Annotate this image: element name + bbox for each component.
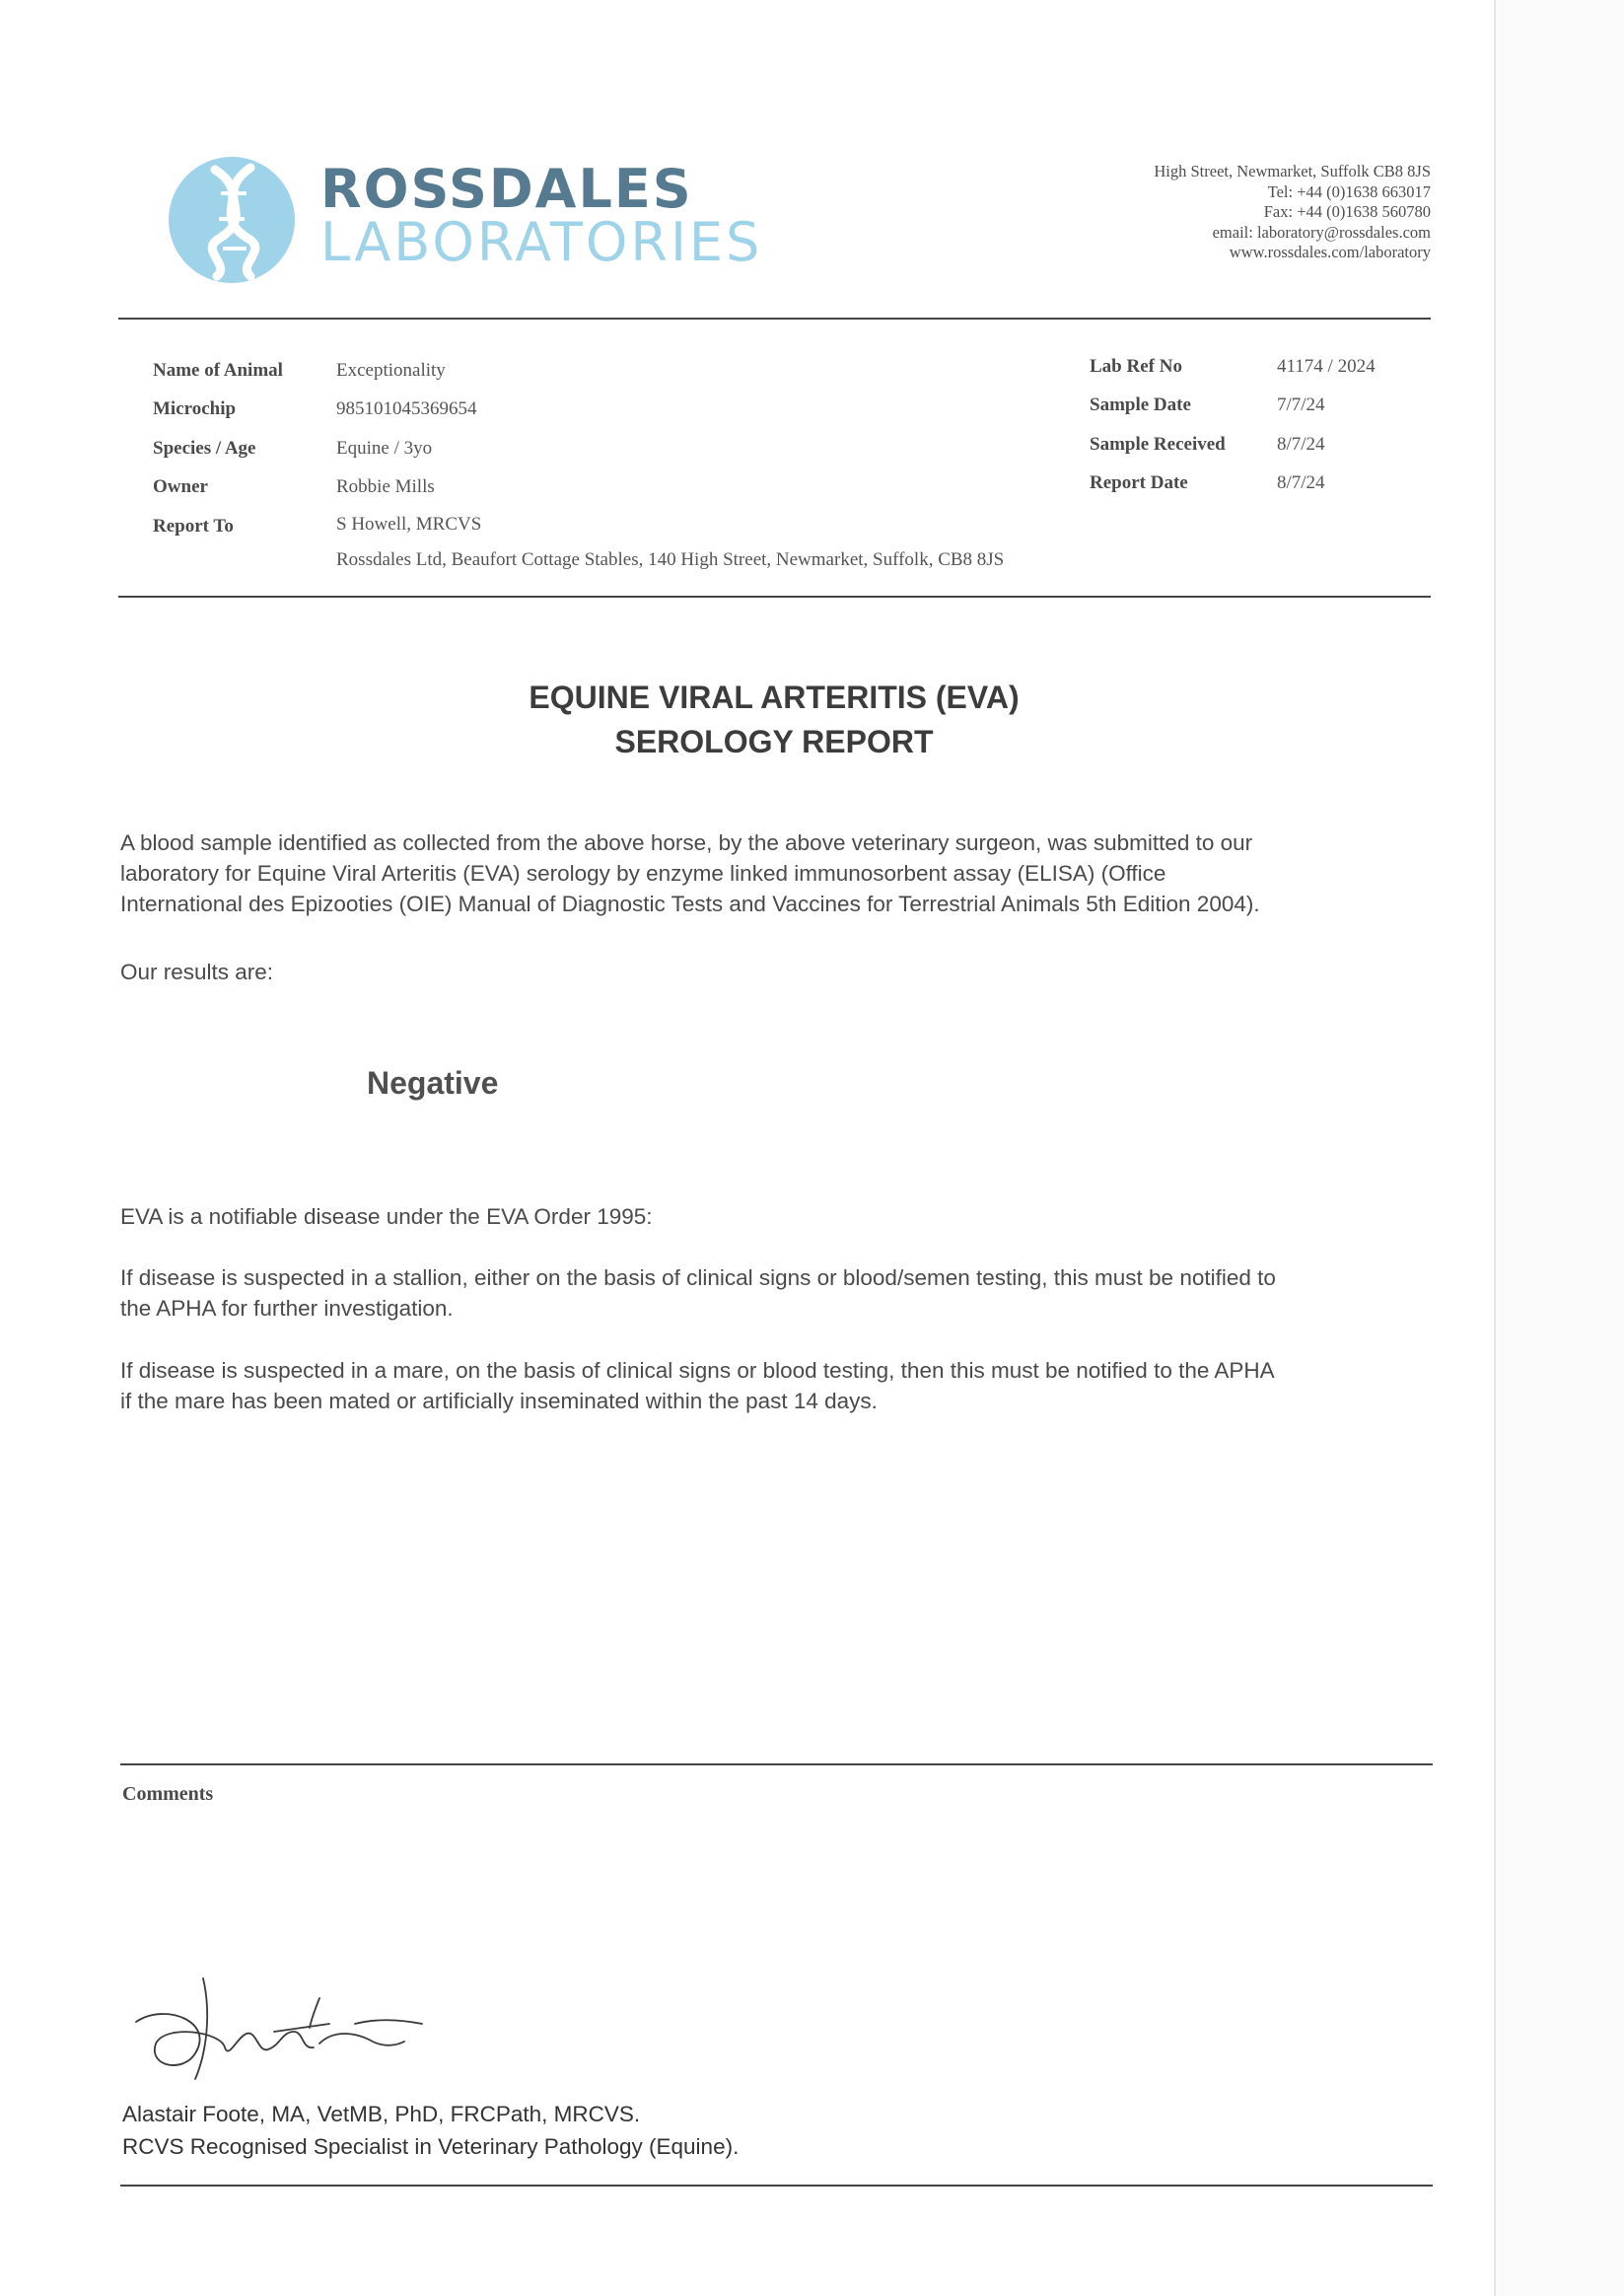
value-sample-received: 8/7/24 [1277,434,1325,455]
report-title-line1: EQUINE VIRAL ARTERITIS (EVA) [529,680,1020,715]
brand-name: ROSSDALES [320,158,693,220]
label-owner: Owner [153,476,208,497]
mare-paragraph [120,1355,1432,1416]
header-divider [118,318,1431,320]
page-edge [1494,0,1624,2296]
intro-line-1: A blood sample identified as collected from the above horse, by the above veterinary surgeon, was submitted to our [120,830,1253,855]
signature [126,1963,461,2091]
intro-line-3: International des Epizooties (OIE) Manual of Diagnostic Tests and Vaccines for Terrestrial Animals 5th Edition 2004). [120,892,1260,916]
mare-line-1: If disease is suspected in a mare, on the basis of clinical signs or blood testing, then this must be notified to the APHA [120,1358,1275,1383]
signer-credential: RCVS Recognised Specialist in Veterinary Pathology (Equine). [122,2134,740,2159]
details-divider [118,596,1431,598]
mare-line-2: if the mare has been mated or artificially inseminated within the past 14 days. [120,1389,878,1413]
label-report-to: Report To [153,516,234,537]
brand-subtitle: LABORATORIES [320,211,763,273]
value-owner: Robbie Mills [336,476,435,497]
contact-block [1154,162,1431,263]
label-name-of-animal: Name of Animal [153,360,283,381]
label-sample-date: Sample Date [1090,395,1191,415]
notifiable-statement: EVA is a notifiable disease under the EVA Order 1995: [120,1204,653,1229]
contact-web: www.rossdales.com/laboratory [1229,243,1431,261]
value-microchip: 985101045369654 [336,398,477,419]
label-microchip: Microchip [153,398,237,419]
contact-address: High Street, Newmarket, Suffolk CB8 8JS [1154,162,1431,180]
value-name-of-animal: Exceptionality [336,360,446,381]
signer-name: Alastair Foote, MA, VetMB, PhD, FRCPath, MRCVS. [122,2102,641,2126]
value-report-date: 8/7/24 [1277,472,1325,493]
value-sample-date: 7/7/24 [1277,395,1325,415]
stallion-line-2: the APHA for further investigation. [120,1296,454,1321]
label-lab-ref-no: Lab Ref No [1090,356,1182,377]
intro-line-2: laboratory for Equine Viral Arteritis (EVA) serology by enzyme linked immunosorbent assay (ELISA) (Office [120,861,1166,886]
contact-email: email: laboratory@rossdales.com [1212,222,1431,242]
stallion-line-1: If disease is suspected in a stallion, either on the basis of clinical signs or blood/semen testing, this must be notified to [120,1265,1276,1290]
value-report-to: S Howell, MRCVS [336,514,482,535]
contact-fax: Fax: +44 (0)1638 560780 [1263,202,1431,221]
footer-divider [120,2185,1433,2187]
label-report-date: Report Date [1090,472,1188,493]
value-species-age: Equine / 3yo [336,438,433,459]
label-species-age: Species / Age [153,438,256,459]
value-report-to-address: Rossdales Ltd, Beaufort Cottage Stables, 140 High Street, Newmarket, Suffolk, CB8 8JS [336,549,1005,570]
contact-tel: Tel: +44 (0)1638 663017 [1267,181,1431,201]
comments-label: Comments [122,1783,214,1805]
comments-divider [120,1763,1433,1765]
results-intro: Our results are: [120,960,274,984]
stallion-paragraph [120,1262,1432,1324]
label-sample-received: Sample Received [1090,434,1226,455]
value-lab-ref-no: 41174 / 2024 [1277,356,1376,377]
test-result: Negative [367,1065,499,1101]
dna-helix-icon [168,156,296,284]
report-title-line2: SEROLOGY REPORT [614,724,934,759]
intro-paragraph [120,827,1432,919]
